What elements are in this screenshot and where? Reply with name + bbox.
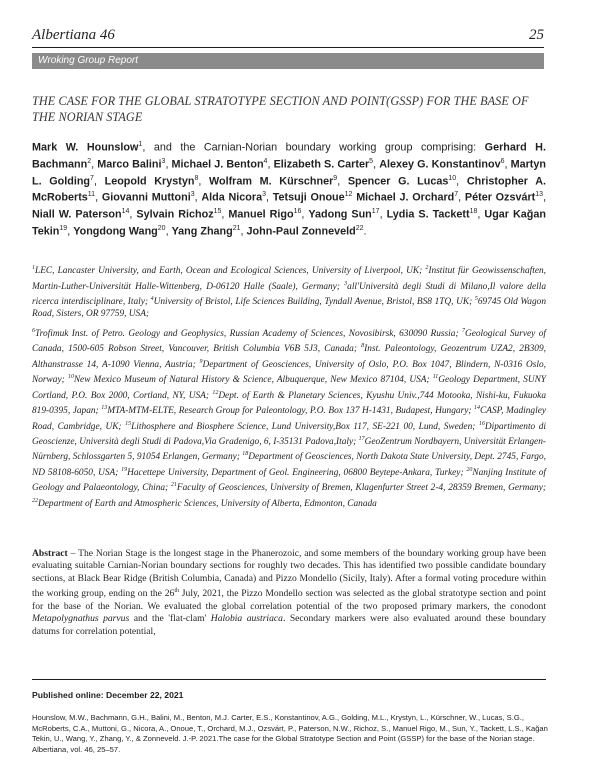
affiliation-text: LEC, Lancaster University, and Earth, Ocean and Ecological Sciences, University of Liverpool, UK; — [35, 266, 426, 277]
author-separator: , — [221, 208, 229, 221]
author-name: Sylvain Richoz — [136, 208, 214, 221]
author-name: Christopher A. McRoberts — [32, 175, 547, 204]
affiliation-text: Trofimuk Inst. of Petro. Geology and Geophysics, Russian Academy of Sciences, Novosibirsk, 630090 Russia; — [35, 328, 462, 339]
affiliation-text: Department of Earth and Atmospheric Sciences, University of Alberta, Edmonton, Canada — [38, 498, 377, 509]
author-affiliation-number: 17 — [371, 208, 380, 216]
author-name: Michael J. Benton — [171, 158, 264, 171]
author-affiliation-number: 13 — [535, 191, 544, 199]
affiliation-number: 1 — [32, 265, 35, 271]
affiliation-number: 2 — [425, 265, 429, 271]
running-header — [32, 27, 544, 49]
affiliation-text: 69745 Old Wagon Road, Sisters, OR 97759, USA; — [32, 297, 546, 320]
author-affiliation-number: 14 — [121, 208, 130, 216]
affiliation-text: Dept. of Earth & Planetary Sciences, Kyushu Univ.,744 Motooka, Nishi-ku, Fukuoka 819-0395, Japan; — [32, 390, 547, 417]
affiliation-number: 14 — [474, 404, 481, 411]
author-name: Martyn L. Golding — [32, 158, 547, 188]
affiliation-number: 11 — [432, 374, 439, 381]
section-band: Wroking Group Report — [32, 53, 544, 69]
author-name: Marco Balini — [97, 158, 162, 171]
author-separator: , — [95, 191, 102, 204]
author-separator: , — [165, 158, 172, 171]
affiliation-block-1 — [32, 266, 546, 319]
affiliation-number: 5 — [474, 295, 478, 302]
author-name: Tetsuji Onoue — [272, 191, 345, 204]
author-separator: , — [458, 191, 465, 204]
author-separator: , — [198, 175, 209, 188]
affiliation-number: 21 — [170, 482, 177, 489]
author-name: Leopold Krystyn — [104, 175, 195, 188]
author-name: Niall W. Paterson — [32, 208, 122, 221]
author-separator: , — [67, 225, 74, 238]
author-name: Manuel Rigo — [228, 208, 294, 221]
author-affiliation-number: 9 — [333, 174, 338, 182]
author-separator: , — [165, 225, 172, 238]
affiliation-text: all'Università degli Studi di Milano,Il valore della ricerca interdisciplinare, Italy; — [32, 281, 546, 308]
affiliation-number: 19 — [121, 466, 128, 473]
affiliation-text: Faculty of Geosciences, University of Bremen, Klagenfurter Street 2-4, 28359 Bremen, Germany; — [176, 483, 546, 494]
published-date: Published online: December 22, 2021 — [32, 690, 184, 700]
author-name: Elizabeth S. Carter — [273, 158, 370, 171]
affiliation-number: 12 — [212, 389, 219, 396]
page-number: 25 — [529, 27, 544, 43]
affiliation-number: 8 — [361, 343, 365, 350]
author-separator: , — [266, 191, 273, 204]
affiliation-text: Dipartimento di Geoscienze, Università degli Studi di Padova,Via Gradenigo, 6, I-35131 Padova,Italy; — [32, 421, 546, 447]
affiliation-text: Hacettepe University, Department of Geol. Engineering, 06800 Beytepe-Ankara, Turkey; — [127, 467, 467, 478]
author-affiliation-number: 6 — [500, 157, 505, 165]
author-name: Yadong Sun — [308, 208, 372, 221]
author-affiliation-number: 21 — [232, 224, 241, 232]
affiliation-number: 20 — [466, 466, 473, 473]
citation: Hounslow, M.W., Bachmann, G.H., Balini, M., Benton, M.J. Carter, E.S., Konstantinov, A.G., Golding, M.L., Krystyn, L., Kürschner, W., Lucas, S.G., McRoberts, C.A., Muttoni, G., Nicora, A., Onoue, T., Orchard, M.J., Ozsvárt, P., Paterson, N.W., Richoz, S., Manuel Rigo, M., Sun, Y., Tackett, L.S., Kağan Tekin, U., Wang, Y., Zhang, Y., & Zonneveld. J.-P. 2021.The case for the Global Stratotype Section and Point (GSSP) for the base of the Norian stage. Albertiana, vol. 46, 25–57. — [32, 713, 548, 754]
abstract — [32, 548, 546, 638]
affiliation-text: Department of Geosciences, North Dakota State University, Dept. 2745, Fargo, ND 58108-6050, USA; — [32, 452, 546, 478]
article-title: THE CASE FOR THE GLOBAL STRATOTYPE SECTION AND POINT(GSSP) FOR THE BASE OF THE NORIAN STAGE — [32, 94, 529, 124]
affiliation-text: Department of Geosciences, University of Oslo, P.O. Box 1047, Blindern, N-0316 Oslo, Norway; — [32, 359, 546, 386]
author-affiliation-number: 8 — [194, 174, 199, 182]
author-name: Michael J. Orchard — [356, 191, 455, 204]
affiliation-number: 15 — [125, 420, 132, 427]
affiliation-text: New Mexico Museum of Natural History & Science, Albuquerque, New Mexico 87104, USA; — [73, 375, 433, 386]
author-name: Yang Zhang — [171, 225, 233, 238]
affiliation-text: Geological Survey of Canada, 1500-605 Robson Street, Vancouver, British Columbia V6B 5J3, Canada; — [32, 328, 546, 355]
author-affiliation-number: 12 — [344, 191, 353, 199]
author-affiliation-number: 3 — [262, 191, 266, 199]
author-separator: , — [373, 158, 380, 171]
author-affiliation-number: 15 — [213, 208, 222, 216]
author-list — [32, 138, 546, 239]
author-separator: . — [363, 225, 367, 238]
author-separator: , — [194, 191, 202, 204]
author-affiliation-number: 22 — [355, 224, 364, 232]
author-affiliation-number: 16 — [293, 208, 302, 216]
journal-name: Albertiana 46 — [32, 27, 115, 43]
affiliation-number: 6 — [32, 327, 35, 334]
affiliation-number: 10 — [67, 374, 74, 381]
affiliation-text: Geology Department, SUNY Cortland, P.O. Box 2000, Cortland, NY, USA; — [32, 375, 546, 401]
affiliation-number: 7 — [461, 327, 465, 334]
author-separator: , — [504, 158, 511, 171]
affiliation-text: GeoZentrum Nordbayern, Universität Erlangen-Nürnberg, Schlossgarten 5, 91054 Erlangen, Germany; — [32, 436, 546, 463]
author-affiliation-number: 3 — [190, 191, 195, 199]
author-separator: , — [379, 208, 387, 221]
author-affiliation-number: 10 — [448, 174, 457, 182]
author-name: Giovanni Muttoni — [101, 191, 191, 204]
author-affiliation-number: 3 — [161, 157, 166, 165]
author-name: Péter Ozsvárt — [464, 191, 536, 204]
author-name: Spencer G. Lucas — [347, 175, 449, 188]
affiliation-number: 16 — [478, 420, 485, 427]
abstract-dash: – — [67, 548, 79, 559]
author-name: Alexey G. Konstantinov — [379, 158, 501, 171]
author-affiliation-number: 4 — [263, 157, 268, 165]
author-name: Wolfram M. Kürschner — [209, 175, 334, 188]
author-name: Yongdong Wang — [73, 225, 158, 238]
affiliation-number: 13 — [101, 404, 108, 411]
author-name: Mark W. Hounslow — [32, 141, 139, 154]
affiliation-number: 9 — [199, 358, 203, 365]
author-affiliation-number: 20 — [157, 224, 166, 232]
author-affiliation-number: 1 — [138, 141, 143, 148]
affiliation-block-2 — [32, 329, 546, 509]
affiliation-number: 22 — [32, 497, 38, 504]
abstract-text-3: and the 'flat-clam' — [129, 613, 211, 625]
abstract-text-1: The Norian Stage is the longest stage in the Phanerozoic, and some members of the boundary working group have been evaluating suitable Carnian-Norian boundary sections for roughly two decades. This has identified two possible candidate boundary sections, at Black Bear Ridge (British Columbia, Canada) and Pizzo Mondello (Sicily, Italy). After a formal voting procedure within the working group, ending on the 26 — [32, 548, 547, 600]
author-name: Ugar Kağan Tekin — [32, 208, 546, 238]
author-separator: , — [267, 158, 274, 171]
affiliation-text: University of Bristol, Life Sciences Building, Tyndall Avenue, Bristol, BS8 1TQ, UK; — [153, 297, 475, 308]
author-name: Gerhard H. Bachmann — [32, 141, 546, 171]
author-separator: , — [91, 158, 98, 171]
affiliation-number: 4 — [150, 295, 154, 302]
author-separator: , — [93, 175, 105, 188]
author-name: Alda Nicora — [201, 191, 263, 204]
author-separator: , — [337, 175, 348, 188]
affiliation-text: Lithosphere and Biosphere Science, Lund University,Box 117, SE-221 00, Lund, Sweden; — [131, 421, 479, 432]
author-separator: , — [477, 208, 485, 221]
author-separator: , and the Carnian-Norian boundary working group comprising: — [142, 141, 485, 154]
header-rule — [32, 47, 544, 48]
affiliation-number: 3 — [344, 280, 348, 287]
author-name: John-Paul Zonneveld — [246, 225, 356, 238]
footer-rule — [32, 679, 546, 680]
affiliation-text: Institut für Geowissenschaften, Martin-Luther-Universität Halle-Wittenberg, D-06120 Halle (Saale), Germany; — [32, 266, 546, 292]
taxon-metapolygnathus: Metapolygnathus parvus — [32, 613, 130, 625]
affiliation-text: Inst. Paleontology, Geozentrum UZA2, 2B309, Althanstrasse 14, A-1090 Vienna, Austria; — [32, 344, 546, 370]
author-separator: , — [543, 191, 547, 204]
affiliations — [32, 262, 546, 510]
author-separator: , — [240, 225, 247, 238]
author-name: Lydia S. Tackett — [386, 208, 470, 221]
author-affiliation-number: 5 — [369, 157, 374, 165]
author-separator: , — [301, 208, 309, 221]
affiliation-number: 18 — [242, 451, 249, 458]
author-affiliation-number: 7 — [454, 191, 459, 199]
abstract-label: Abstract — [32, 548, 68, 559]
affiliation-number: 17 — [358, 435, 365, 442]
author-affiliation-number: 7 — [90, 174, 94, 182]
author-affiliation-number: 19 — [59, 224, 68, 232]
author-affiliation-number: 18 — [469, 208, 478, 216]
abstract-sup-th: th — [174, 588, 179, 595]
affiliation-text: Nanjing Institute of Geology and Palaeontology, China; — [32, 467, 546, 494]
abstract-text-4: . Secondary markers were also evaluated around these boundary datums for correlation potential, — [32, 613, 546, 637]
author-separator: , — [456, 175, 467, 188]
affiliation-text: MTA-MTM-ELTE, Research Group for Paleontology, P.O. Box 137 H-1431, Budapest, Hungary; — [107, 406, 475, 417]
affiliation-text: CASP, Madingley Road, Cambridge, UK; — [32, 406, 546, 432]
taxon-halobia: Halobia austriaca — [210, 613, 283, 625]
author-affiliation-number: 11 — [87, 191, 96, 199]
author-affiliation-number: 2 — [87, 157, 92, 165]
abstract-text-2: July, 2021, the Pizzo Mondello section was selected as the global stratotype section and point for the base of the Norian. We evaluated the global correlation potential of the two proposed primary markers, the conodont — [32, 588, 547, 612]
author-separator: , — [129, 208, 137, 221]
